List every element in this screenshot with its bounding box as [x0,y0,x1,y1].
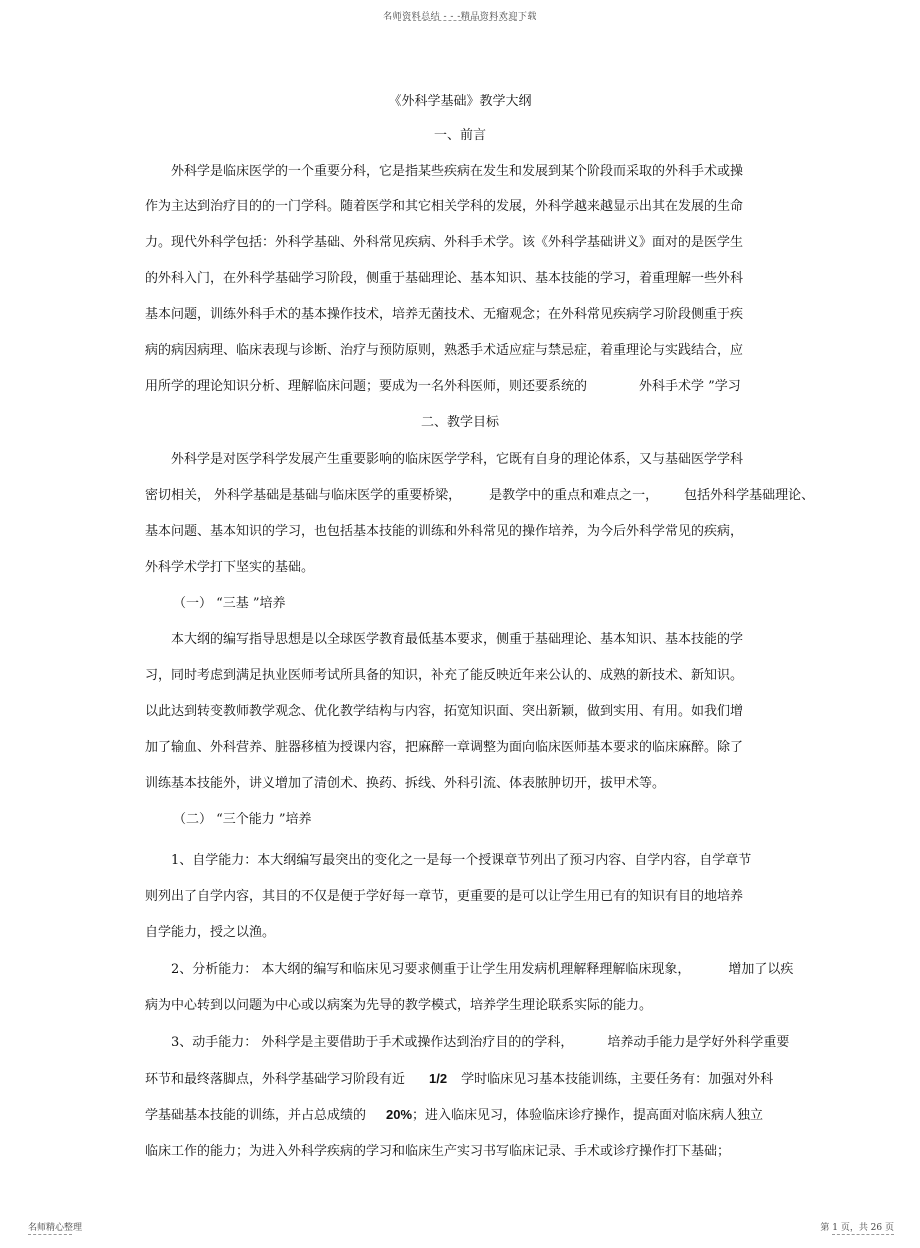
paragraph-line: 基本问题、基本知识的学习，也包括基本技能的训练和外科常见的操作培养，为今后外科学常见的疾病， [145,524,744,539]
paragraph-line [145,488,815,504]
paragraph-line: 临床工作的能力；为进入外科学疾病的学习和临床生产实习书写临床记录、手术或诊疗操作打下基础； [145,1144,731,1159]
text-run: 密切相关， 外科学基础是基础与临床医学的重要桥梁， [145,488,462,503]
page-header: 名师资料总结 - - -精品资料欢迎下载 [383,12,537,22]
paragraph-line: 外科学是临床医学的一个重要分科，它是指某些疾病在发生和发展到某个阶段而采取的外科手术或操 [171,164,744,179]
text-run: 2、分析能力： 本大纲的编写和临床见习要求侧重于让学生用发病机理解释理解临床现象， [171,962,691,977]
paragraph-line: 训练基本技能外，讲义增加了清创术、换药、拆线、外科引流、体表脓肿切开，拔甲术等。 [145,776,666,791]
paragraph-line: 作为主达到治疗目的的一门学科。随着医学和其它相关学科的发展，外科学越来越显示出其在发展的生命 [145,199,744,214]
footer-divider [28,1234,72,1235]
document-title: 《外科学基础》教学大纲 [388,94,532,109]
text-run: 是教学中的重点和难点之一， [489,488,659,503]
section-heading-preface: 一、前言 [433,128,486,143]
paragraph-line: 习，同时考虑到满足执业医师考试所具备的知识，补充了能反映近年来公认的、成熟的新技术、新知识。 [145,668,744,683]
text-run: 3、动手能力： 外科学是主要借助于手术或操作达到治疗目的的学科， [171,1035,574,1050]
footer-left-text: 名师精心整理 [28,1223,83,1233]
text-run: 环节和最终落脚点，外科学基础学习阶段有近 [145,1072,406,1087]
paragraph-line [145,1071,785,1088]
paragraph-line [145,379,785,395]
paragraph-line: 本大纲的编写指导思想是以全球医学教育最低基本要求，侧重于基础理论、基本知识、基本技能的学 [171,632,744,647]
text-run: 1/2 [429,1071,448,1086]
paragraph-line: 基本问题，训练外科手术的基本操作技术，培养无菌技术、无瘤观念；在外科常见疾病学习阶段侧重于疾 [145,307,744,322]
paragraph-line: 外科学是对医学科学发展产生重要影响的临床医学学科，它既有自身的理论体系，又与基础医学学科 [171,452,744,467]
paragraph-line: 加了输血、外科营养、脏器移植为授课内容，把麻醉一章调整为面向临床医师基本要求的临床麻醉。除了 [145,740,744,755]
text-run: 增加了以疾 [728,962,794,977]
page-number: 第 1 页，共 26 页 [820,1223,894,1233]
footer-divider [832,1234,894,1235]
text-run: 用所学的理论知识分析、理解临床问题；要成为一名外科医师，则还要系统的 [145,379,588,394]
paragraph-line: 病的病因病理、临床表现与诊断、治疗与预防原则，熟悉手术适应症与禁忌症，着重理论与实践结合，应 [145,343,744,358]
header-divider [398,20,522,21]
paragraph-line: 以此达到转变教师教学观念、优化教学结构与内容，拓宽知识面、突出新颖，做到实用、有用。如我们增 [145,704,744,719]
paragraph-line: 自学能力，授之以渔。 [145,925,276,940]
subsection-heading-three-basics: （一） “三基 ”培养 [173,596,286,611]
text-run: 学时临床见习基本技能训练，主要任务有：加强对外科 [461,1072,774,1087]
subsection-heading-three-abilities: （二） “三个能力 ”培养 [173,812,312,827]
text-run: 20% [386,1107,413,1122]
paragraph-line: 的外科入门，在外科学基础学习阶段，侧重于基础理论、基本知识、基本技能的学习，着重理解一些外科 [145,271,744,286]
text-run: 包括外科学基础理论、 [684,488,815,503]
text-run: 学基础基本技能的训练，并占总成绩的 [145,1108,367,1123]
paragraph-line: 则列出了自学内容，其目的不仅是便于学好每一章节，更重要的是可以让学生用已有的知识有目的地培养 [145,889,744,904]
text-run: ；进入临床见习，体验临床诊疗操作，提高面对临床病人独立 [412,1108,764,1123]
paragraph-line [145,962,794,978]
paragraph-line: 1、自学能力：本大纲编写最突出的变化之一是每一个授课章节列出了预习内容、自学内容，自学章节 [171,853,752,868]
paragraph-line: 力。现代外科学包括：外科学基础、外科常见疾病、外科手术学。该《外科学基础讲义》面对的是医学生 [145,235,744,250]
paragraph-line [145,1107,785,1124]
text-run: 培养动手能力是学好外科学重要 [607,1035,790,1050]
paragraph-line [145,1035,790,1051]
text-run: 外科手术学 ”学习 [639,379,741,394]
paragraph-line: 病为中心转到以问题为中心或以病案为先导的教学模式，培养学生理论联系实际的能力。 [145,998,653,1013]
paragraph-line: 外科学术学打下坚实的基础。 [145,560,315,575]
section-heading-goals: 二、教学目标 [420,415,499,430]
